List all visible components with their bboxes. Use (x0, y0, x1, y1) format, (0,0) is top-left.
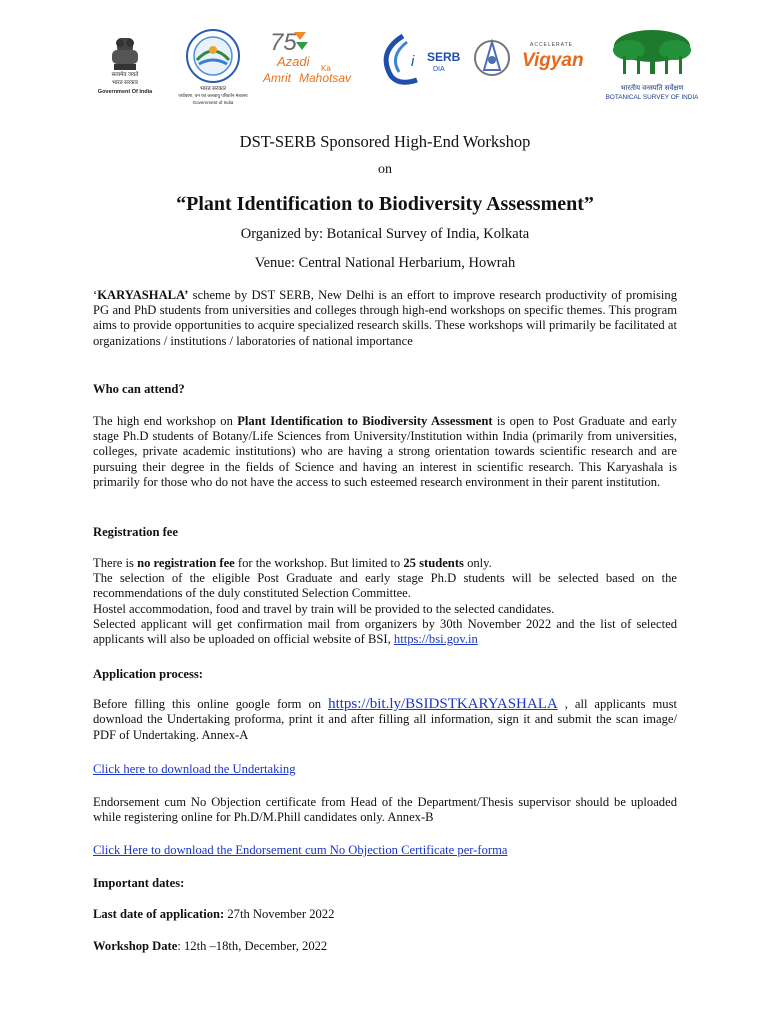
workshop-date-label: Workshop Date (93, 939, 178, 953)
application-paragraph-2: Endorsement cum No Objection certificate from Head of the Department/Thesis supervisor should be uploaded while registering online for Ph.D/M.Phill candidates only. Annex-B (93, 795, 677, 825)
google-form-link[interactable]: https://bit.ly/BSIDSTKARYASHALA (328, 696, 558, 712)
serb-logo (373, 28, 473, 88)
accelerate-vigyan-logo (512, 28, 592, 78)
bsi-english-text: BOTANICAL SURVEY OF INDIA (605, 94, 699, 101)
registration-paragraph (93, 556, 677, 647)
bsi-hindi-text: भारतीय वनस्पति सर्वेक्षण (620, 84, 684, 92)
download-undertaking-link[interactable]: Click here to download the Undertaking (93, 762, 296, 776)
who-can-attend-paragraph (93, 414, 677, 490)
gov-caption-3: Government Of India (97, 89, 153, 95)
important-dates-heading: Important dates: (93, 876, 185, 890)
registration-line-2: The selection of the eligible Post Graduate and early stage Ph.D students will be selected based on the recommendations of the duly constituted Selection Committee. (93, 571, 677, 601)
bsi-website-link[interactable]: https://bsi.gov.in (393, 632, 478, 647)
vigyan-text: Vigyan (522, 50, 584, 71)
bsi-logo (602, 28, 702, 108)
registration-line-4: Selected applicant will get confirmation mail from organizers by 30th November 2022 and the list of selected applicants will also be uploaded on official website of BSI, https://bsi.gov.in (93, 616, 677, 647)
banyan-tree-icon (607, 28, 697, 76)
registration-line-1: There is no registration fee for the workshop. But limited to 25 students only. (93, 556, 492, 570)
logo-row (90, 28, 700, 108)
workshop-title: “Plant Identification to Biodiversity Assessment” (176, 193, 594, 215)
workshop-date-value: : 12th –18th, December, 2022 (177, 939, 328, 953)
registration-fee-heading: Registration fee (93, 525, 178, 539)
ministry-logo (178, 28, 248, 106)
intro-paragraph (93, 288, 677, 349)
venue-line: Venue: Central National Herbarium, Howrah (254, 255, 516, 271)
application-process-heading: Application process: (93, 667, 203, 681)
registration-line-3: Hostel accommodation, food and travel by train will be provided to the selected candidates. (93, 601, 555, 616)
azadi-ka-amrit-mahotsav-logo (265, 28, 360, 98)
azadi-75-icon (270, 28, 310, 54)
workshop-date-line (93, 939, 327, 954)
ministry-caption-3: Government of India (192, 100, 234, 105)
download-undertaking-link-row (93, 762, 296, 777)
last-date-label: Last date of application: (93, 907, 225, 921)
ministry-caption-1: भारत सरकार (199, 86, 227, 92)
who-text-before: The high end workshop on (93, 414, 238, 428)
header-line-2: on (378, 162, 392, 177)
download-endorsement-link-row (93, 843, 508, 858)
who-text-after: is open to Post Graduate and early stage Ph.D students of Botany/Life Sciences from University/Institution within India (primarily from universities, colleges, private academic institutions) who are having a strong orientation towards scientific research and are pursuing their degree in the fields of Science and having an interest in scientific research. This Karyashala is primarily for those who do not have the access to such esteemed research environment in their parent institution. (93, 414, 677, 489)
workshop-topic: Plant Identification to Biodiversity Assessment (237, 414, 493, 428)
last-date-value: 27th November 2022 (224, 907, 335, 921)
serb-text: SERB (427, 50, 461, 64)
download-endorsement-link[interactable]: Click Here to download the Endorsement cum No Objection Certificate per-forma (93, 843, 508, 857)
compass-icon (472, 36, 512, 80)
ministry-emblem-icon (181, 28, 245, 84)
application-paragraph-1: Before filling this online google form on https://bit.ly/BSIDSTKARYASHALA , all applicants must download the Undertaking proforma, print it and after filling all information, sign it and submit the scan image/ PDF of Undertaking. Annex-A (93, 696, 677, 742)
serb-india-text: DIA (433, 66, 445, 73)
intro-open-quote: ‘ (93, 288, 98, 302)
no-fee-text: no registration fee (137, 556, 235, 570)
organizer-line: Organized by: Botanical Survey of India, Kolkata (240, 226, 530, 242)
gov-caption-2: भारत सरकार (111, 80, 139, 86)
last-date-line (93, 907, 334, 922)
header-line-1: DST-SERB Sponsored High-End Workshop (239, 132, 531, 151)
intro-text: scheme by DST SERB, New Delhi is an effort to improve research productivity of promising PG and PhD students from universities and colleges through high-end workshops on specific themes. This program aims to provide opportunities to acquire specialized research skills. These workshops will primarily be facilitated at organizations / institutions / laboratories of national importance (93, 288, 677, 348)
svg-text:i: i (411, 53, 415, 70)
svg-text:75: 75 (270, 29, 297, 54)
ministry-caption-2: पर्यावरण, वन एवं जलवायु परिवर्तन मंत्रालय (178, 93, 248, 98)
amrit-text: Amrit (263, 71, 291, 85)
who-can-attend-heading: Who can attend? (93, 382, 185, 396)
dst-compass-logo (472, 28, 512, 78)
accelerate-text: ACCELERATE (530, 42, 573, 48)
mahotsav-text: Mahotsav (299, 71, 352, 85)
gov-caption-1: सत्यमेव जयते (111, 72, 139, 78)
azadi-text: Azadi (277, 54, 310, 69)
karyashala-scheme: KARYASHALA’ (97, 288, 189, 302)
gov-of-india-logo (90, 28, 160, 106)
student-limit-text: 25 students (403, 556, 464, 570)
azadi-ka-text: Ka (321, 64, 331, 73)
